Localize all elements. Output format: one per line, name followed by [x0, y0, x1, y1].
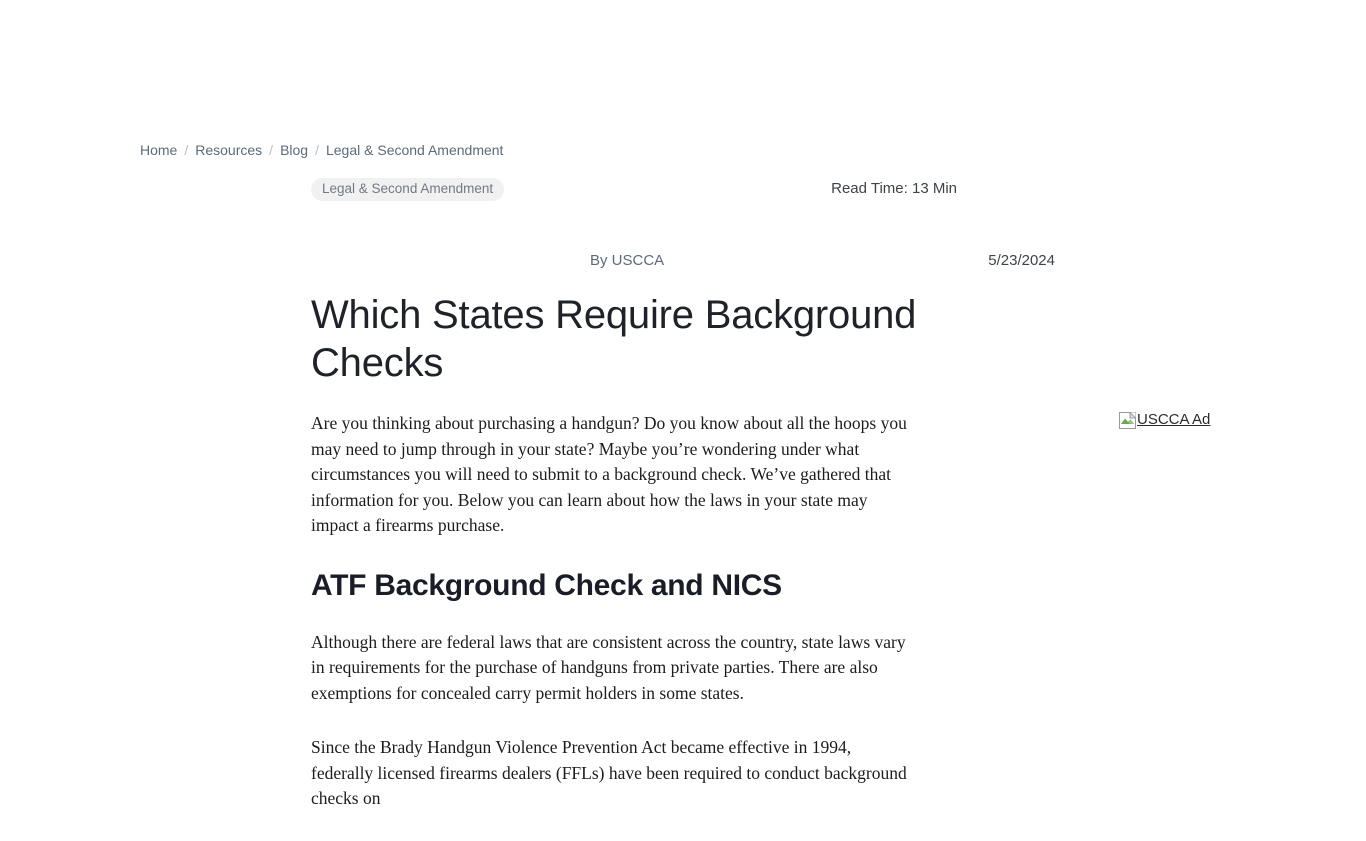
category-tag-badge[interactable]: Legal & Second Amendment: [311, 178, 504, 201]
site-header-placeholder: [0, 0, 1366, 128]
breadcrumb: [140, 141, 503, 159]
article-byline-row: [311, 251, 1055, 273]
article-body: [311, 411, 909, 841]
breadcrumb-item-resources[interactable]: Resources: [195, 142, 263, 158]
sidebar-ad-slot: [1119, 410, 1329, 433]
breadcrumb-item-home[interactable]: Home: [140, 142, 178, 158]
article-meta-row: [311, 178, 1055, 202]
article-paragraph: Are you thinking about purchasing a handgun? Do you know about all the hoops you may need to jump through in your state? Maybe you’re wondering under what circumstances you will need to submit to a background check. We’ve gathered that information for you. Below you can learn about how the laws in your state may impact a firearms purchase.: [311, 413, 907, 535]
breadcrumb-item-blog[interactable]: Blog: [280, 142, 309, 158]
read-time-label: Read Time: 13 Min: [831, 180, 957, 197]
breadcrumb-item-current: Legal & Second Amendment: [325, 142, 504, 158]
author-link[interactable]: By USCCA: [590, 252, 665, 269]
ad-alt-text: USCCA Ad: [1137, 411, 1211, 428]
broken-image-icon: [1119, 412, 1136, 429]
page-title: Which States Require Background Checks: [311, 293, 917, 385]
article-paragraph: Although there are federal laws that are consistent across the country, state laws vary in requirements for the purchase of handguns from private parties. There are also exemptions for concealed carry permit holders in some states.: [311, 631, 906, 703]
breadcrumb-separator: /: [315, 142, 319, 158]
breadcrumb-separator: /: [184, 142, 189, 158]
article-paragraph: Since the Brady Handgun Violence Prevention Act became effective in 1994, federally licensed firearms dealers (FFLs) have been required to conduct background checks on: [311, 737, 907, 808]
breadcrumb-separator: /: [269, 142, 274, 158]
ad-link[interactable]: [1119, 410, 1210, 429]
publish-date: 5/23/2024: [988, 252, 1055, 269]
article-section-heading: ATF Background Check and NICS: [311, 568, 782, 602]
